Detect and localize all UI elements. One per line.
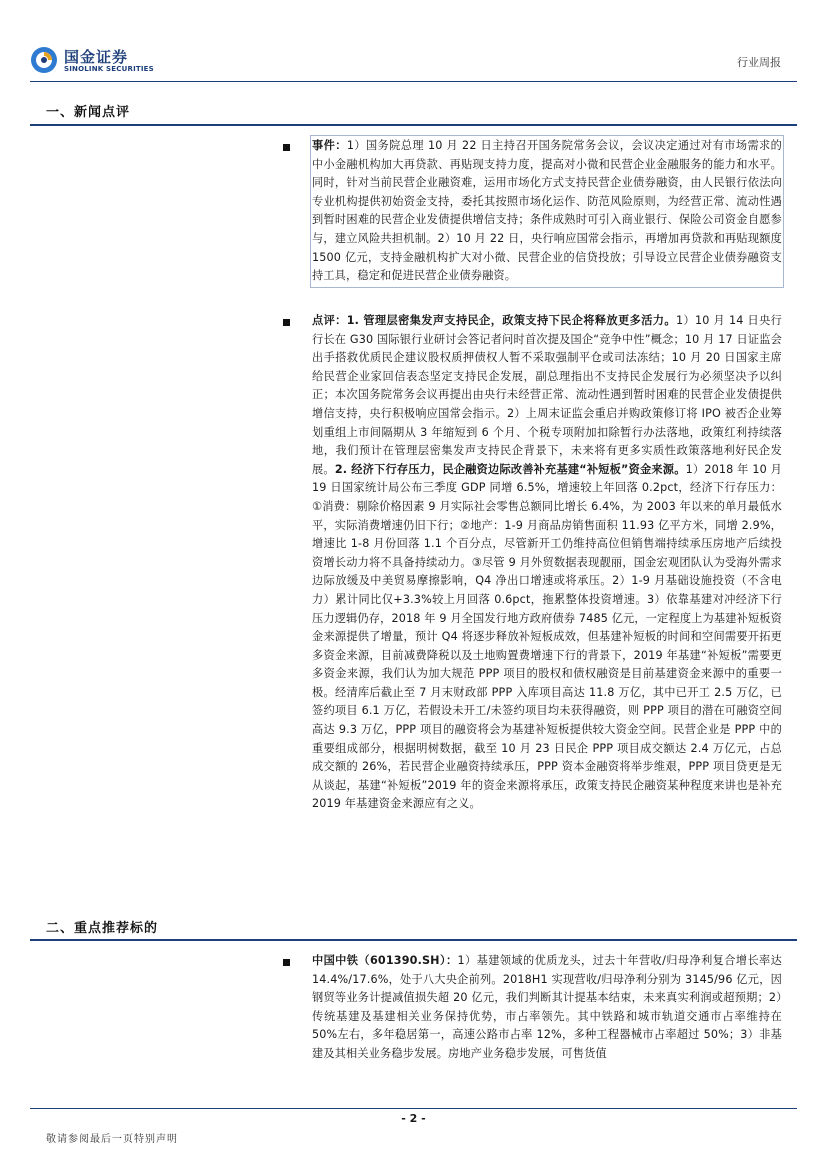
comment-lead: 点评： [312, 314, 347, 327]
event-body: 1）国务院总理 10 月 22 日主持召开国务院常务会议，会议决定通过对有市场需求的中小金融机构加大再贷款、再贴现支持力度，提高对小微和民营企业金融服务的能力和水平。同时，针对当前民营企业融资难，运用市场化方式支持民营企业债券融资，由人民银行依法向专业机构提供初始资金支持，委托其按照市场化运作、防范风险原则，为经营正常、流动性遇到暂时困难的民营企业发债提供增信支持；条件成熟时可引入商业银行、保险公司资金自愿参与，建立风险共担机制。2）10 月 22 日，央行响应国常会指示，再增加再贷款和再贴现额度 1500 亿元，支持金融机构扩大对小微、民营企业的信贷投放；引导设立民营企业债券融资支持工具，稳定和促进民营企业债券融资。 [312, 139, 783, 283]
crec-lead: 中国中铁（601390.SH）： [312, 954, 458, 967]
bullet-crec [283, 959, 290, 966]
comment-point2-title: 2. 经济下行存压力，民企融资边际改善补充基建“补短板”资金来源。 [334, 462, 686, 476]
sinolink-logo-icon [30, 46, 58, 74]
section-rule-recommend [30, 939, 797, 941]
event-paragraph [312, 137, 782, 286]
comment-point1-body: 1）10 月 14 日央行行长在 G30 国际银行业研讨会答记者问时首次提及国企“竞争中性”概念；10 月 17 日证监会出手搭救优质民企建议股权质押债权人暂不采取强制平仓或司法冻结；10 月 20 日国家主席给民营企业家回信表态坚定支持民企发展，副总理指出不支持民企发展行为必须坚决予以纠正；本次国务院常务会议再提出由央行未经营正常、流动性遇到暂时困难的民营企业发债提供增信支持，央行积极响应国常会指示。2）上周末证监会重启并购政策修订将 IPO 被否企业筹划重组上市间隔期从 3 年缩短到 6 个月、个税专项附加扣除暂行办法落地，政策红利持续落地，我们预计在管理层密集发声支持民企背景下，未来将有更多实质性政策落地利好民企发展。 [312, 314, 782, 476]
comment-point1-title: 1. 管理层密集发声支持民企，政策支持下民企将释放更多活力。 [346, 314, 676, 327]
bullet-comment [283, 319, 290, 326]
disclaimer-text: 敬请参阅最后一页特别声明 [46, 1134, 178, 1145]
footer-divider [30, 1108, 797, 1109]
section-rule-news [30, 124, 797, 126]
document-type: 行业周报 [737, 56, 781, 69]
page-number: - 2 - [401, 1112, 426, 1125]
brand-name-cn: 国金证券 [64, 48, 129, 66]
event-lead: 事件： [312, 139, 347, 152]
comment-paragraph [312, 312, 782, 814]
crec-paragraph [312, 952, 782, 1064]
page-header [0, 0, 827, 82]
sinolink-logo [30, 46, 170, 80]
section-title-news: 一、新闻点评 [46, 105, 131, 120]
section-title-recommend: 二、重点推荐标的 [46, 921, 159, 936]
crec-body: 1）基建领域的优质龙头，过去十年营收/归母净利复合增长率达 14.4%/17.6%，处于八大央企前列。2018H1 实现营收/归母净利分别为 3145/96 亿元，因钢贸等业务计提减值损失超 20 亿元，我们判断其计提基本结束，未来真实利润或超预期；2）传统基建及基建相关业务保持优势，市占率领先。其中铁路和城市轨道交通市占率维持在 50%左右，多年稳居第一，高速公路市占率 12%，多种工程器械市占率超过 50%；3）非基建及其相关业务稳步发展。房地产业务稳步发展，可售货值 [312, 954, 782, 1060]
bullet-event [283, 144, 290, 151]
header-divider [30, 81, 797, 82]
comment-point2-body: 1）2018 年 10 月 19 日国家统计局公布三季度 GDP 同增 6.5%，增速较上年回落 0.2pct，经济下行存压力：①消费：剔除价格因素 9 月实际社会零售总额同比增长 6.4%，为 2003 年以来的单月最低水平，实际消费增速仍旧下行；②地产：1-9 月商品房销售面积 11.93 亿平方米，同增 2.9%，增速比 1-8 月份回落 1.1 个百分点，尽管新开工仍维持高位但销售端持续承压房地产后续投资增长动力将不具备持续动力。③尽管 9 月外贸数据表现靓丽，国金宏观团队认为受海外需求边际放缓及中美贸易摩擦影响，Q4 净出口增速或将承压。2）1-9 月基础设施投资（不含电力）累计同比仅+3.3%较上月回落 0.6pct，拖累整体投资增速。3）依靠基建对冲经济下行压力逻辑仍存，2018 年 9 月全国发行地方政府债券 7485 亿元，一定程度上为基建补短板资金来源提供了增量，预计 Q4 将逐步释放补短板成效，但基建补短板的时间和空间需要开拓更多资金来源，目前减费降税以及土地购置费增速下行的背景下，2019 年基建“补短板”需要更多资金来源，我们认为加大规范 PPP 项目的股权和债权融资是目前基建资金来源中的重要一极。经清库后截止至 7 月末财政部 PPP 入库项目高达 11.8 万亿，其中已开工 2.5 万亿，已签约项目 6.1 万亿，若假设未开工/未签约项目均未获得融资，则 PPP 项目的潜在可融资空间高达 9.3 万亿，PPP 项目的融资将会为基建补短板提供较大资金空间。民营企业是 PPP 中的重要组成部分，根据明树数据，截至 10 月 23 日民企 PPP 项目成交额达 2.4 万亿元，占总成交额的 26%，若民营企业融资持续承压，PPP 资本金融资将举步维艰，PPP 项目贷更是无从谈起，基建“补短板”2019 年的资金来源将承压，政策支持民企融资某种程度来讲也是补充 2019 年基建资金来源应有之义。 [312, 462, 782, 811]
brand-name-en: SINOLINK SECURITIES [64, 65, 154, 73]
